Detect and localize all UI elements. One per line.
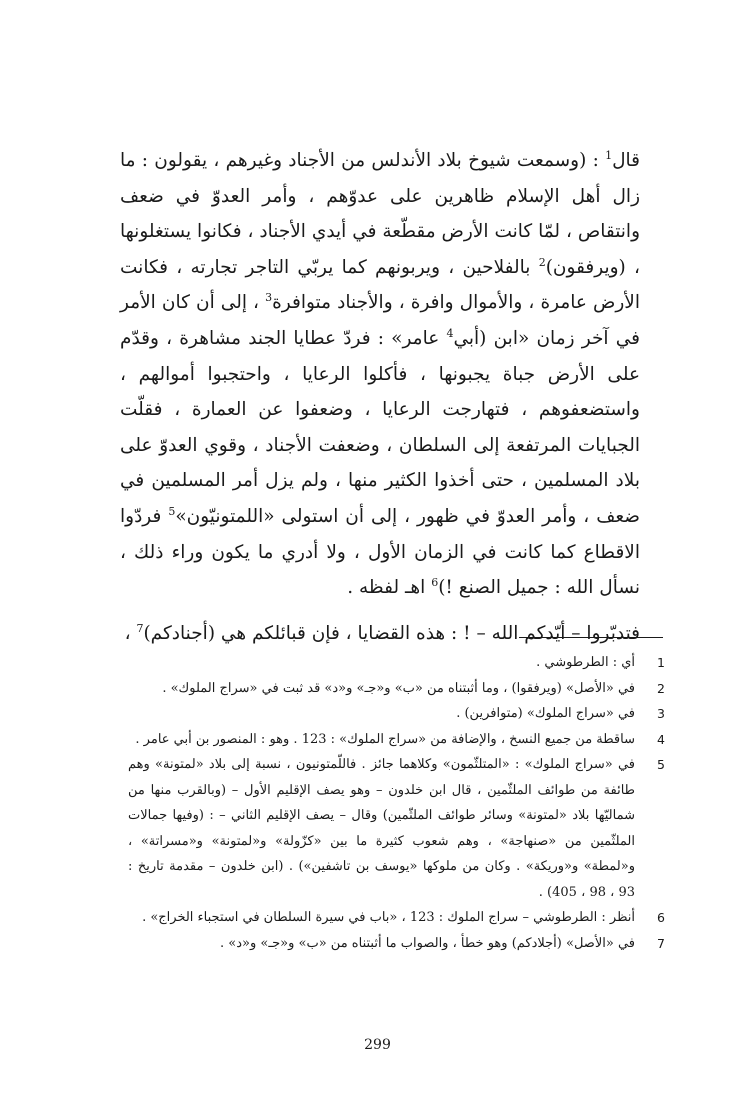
page-number: 299 [364, 1037, 391, 1053]
text-segment: قال [612, 150, 640, 171]
footnote-number: 1 [657, 655, 665, 670]
paragraph-1 [120, 143, 640, 606]
footnote-6 [128, 905, 665, 931]
text-segment: فتدبّروا – أيّدكم الله – ! : هذه القضايا ، فإن قبائلكم هي (أجنادكم) [143, 622, 640, 644]
text-segment: ، [124, 622, 137, 644]
footnote-1 [128, 650, 665, 676]
footnote-separator [519, 637, 663, 638]
footnote-ref-5[interactable]: 5 [168, 504, 176, 518]
paragraph-2 [120, 616, 640, 652]
footnote-7 [128, 931, 665, 957]
footnote-text: في «سراج الملوك» : «المتلثّمون» وكلاهما جائز . فاللّمتونيون ، نسبة إلى بلاد «لمتونة» وهم طائفة من طوائف الملثّمين ، قال ابن خلدون – وهو يصف الإقليم الأول – (وبالقرب منها من شماليّها بلاد «لمتونة» وسائر طوائف الملثّمين) وقال – يصف الإقليم الثاني – : (وفيها جمالات الملثّمين من «صنهاجة» ، وهم شعوب كثيرة ما بين «كزّولة» و«لمتونة» و«مسراتة» ، و«لمطة» و«وريكة» . وكان من ملوكها «يوسف بن تاشفين») . (ابن خلدون – مقدمة تاريخ : 93 ، 98 ، 405) . [128, 757, 635, 900]
footnote-text: في «سراج الملوك» (متوافرين) . [456, 706, 635, 721]
footnote-ref-4[interactable]: 4 [446, 326, 454, 340]
footnote-5 [128, 752, 665, 905]
footnote-4 [128, 727, 665, 753]
footnote-number: 3 [657, 706, 665, 721]
footnote-ref-2[interactable]: 2 [538, 255, 546, 269]
footnote-number: 2 [657, 680, 665, 696]
text-segment: فردّوا الاقطاع كما كانت في الزمان الأول ، ولا أدري ما يكون وراء ذلك ، نسأل الله : جميل الصنع !) [120, 505, 640, 599]
text-segment: عامر» : فردّ عطايا الجند مشاهرة ، وقدّم على الأرض جباة يجبونها ، فأكلوا الرعايا ، واحتجبوا أموالهم ، واستضعفوهم ، فتهارجت الرعايا ، وضعفوا عن العمارة ، فقلّت الجبايات المرتفعة إلى السلطان ، وضعفت الأجناد ، وقوي العدوّ على بلاد المسلمين ، حتى أخذوا الكثير منها ، ولم يزل أمر المسلمين في ضعف ، وأمر العدوّ في ظهور ، إلى أن استولى «اللمتونيّون» [120, 327, 640, 527]
footnote-number: 6 [657, 910, 665, 925]
footnote-ref-1[interactable]: 1 [605, 148, 613, 162]
footnote-2 [128, 676, 665, 702]
footnote-text: في «الأصل» (ويرفقوا) ، وما أثبتناه من «ب» و«جـ» و«د» قد ثبت في «سراج الملوك» . [162, 680, 635, 696]
footnote-3 [128, 701, 665, 727]
text-segment: بالفلاحين ، ويربونهم كما يربّي التاجر تجارته ، فكانت الأرض عامرة ، والأموال وافرة ، والأجناد متوافرة [120, 256, 640, 314]
footnote-number: 7 [657, 935, 665, 951]
footnote-text: في «الأصل» (أجلادكم) وهو خطأ ، والصواب ما أثبتناه من «ب» و«جـ» و«د» . [220, 935, 635, 951]
text-segment: : (وسمعت شيوخ بلاد الأندلس من الأجناد وغيرهم ، يقولون : ما زال أهل الإسلام ظاهرين على عدوّهم ، وأمر العدوّ في ضعف وانتقاص ، لمّا كانت الأرض مقطّعة في أيدي الأجناد ، فكانوا يستغلونها ، (ويرفقون) [120, 150, 641, 278]
footnote-text: أنظر : الطرطوشي – سراج الملوك : 123 ، «باب في سيرة السلطان في استجباء الخراج» . [142, 910, 635, 925]
main-text [120, 143, 640, 651]
footnote-ref-6[interactable]: 6 [431, 575, 439, 589]
footnote-text: أي : الطرطوشي . [536, 655, 635, 670]
footnote-number: 4 [657, 731, 665, 747]
footnote-number: 5 [657, 757, 665, 772]
footnote-ref-3[interactable]: 3 [265, 291, 273, 305]
footnotes [128, 650, 665, 956]
text-segment: ، إلى أن كان الأمر في آخر زمان «ابن (أبي [120, 292, 640, 349]
footnote-text: ساقطة من جميع النسخ ، والإضافة من «سراج الملوك» : 123 . وهو : المنصور بن أبي عامر . [135, 731, 635, 747]
footnote-ref-7[interactable]: 7 [136, 621, 144, 635]
text-segment: اهـ لفظه . [347, 577, 432, 599]
